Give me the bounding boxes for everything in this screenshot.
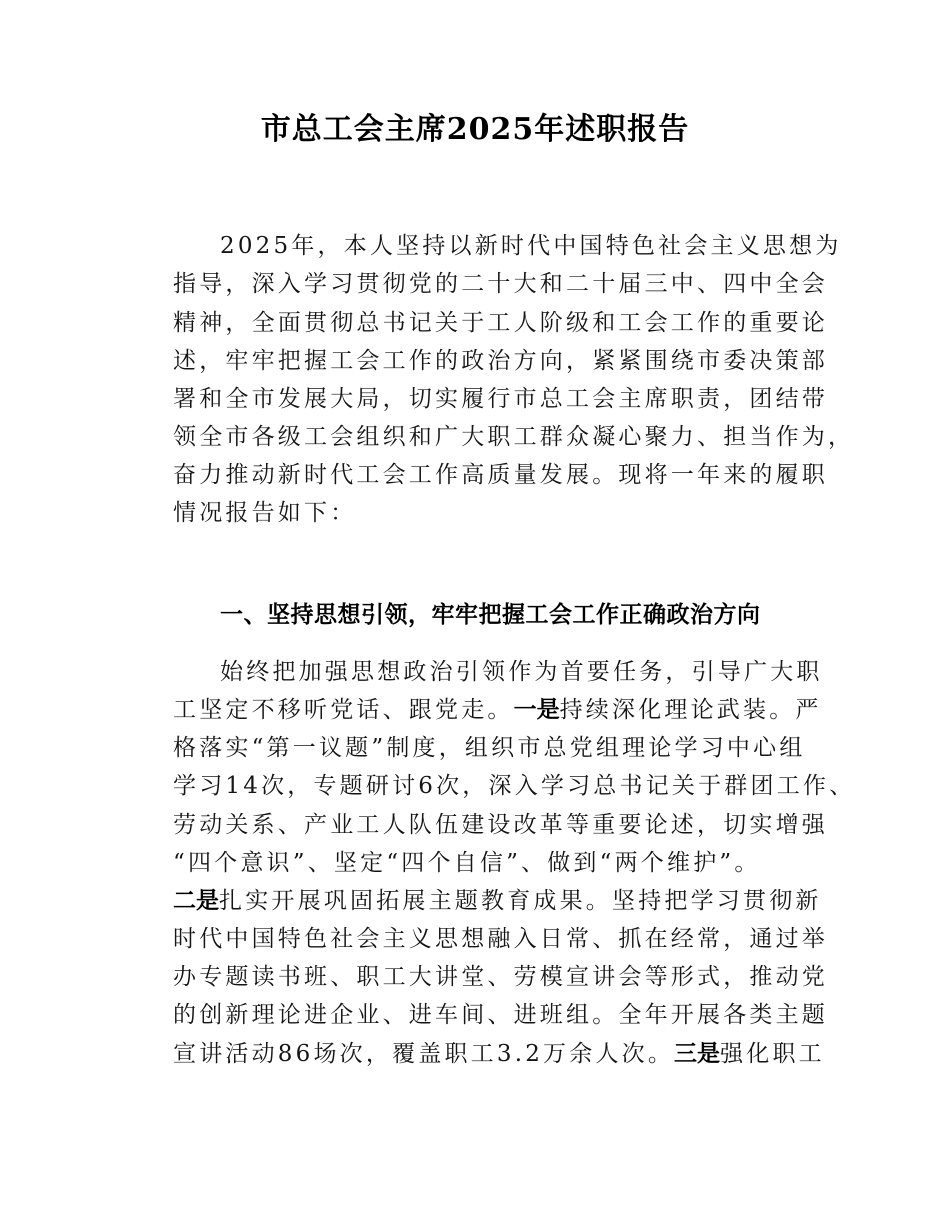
- line-text: 持续深化理论武装。严: [559, 697, 822, 723]
- line-text: 工坚定不移听党话、跟党走。: [173, 697, 514, 723]
- paragraph-line: [173, 920, 828, 958]
- paragraph-line: [173, 958, 828, 996]
- line-text: 劳动关系、产业工人队伍建设改革等重要论述，切实增强: [173, 812, 828, 838]
- line-text: 格落实“第一议题”制度，组织市总党组理论学习中心组: [173, 735, 806, 761]
- paragraph-line: [173, 882, 822, 920]
- paragraph-line: 述，牢牢把握工会工作的政治方向，紧紧围绕市委决策部: [173, 348, 828, 374]
- paragraph-line: [173, 729, 813, 767]
- line-text: 始终把加强思想政治引领作为首要任务，引导广大职: [220, 659, 823, 685]
- paragraph-line: 领全市各级工会组织和广大职工群众凝心聚力、担当作为，: [173, 424, 855, 450]
- section-heading: 一、坚持思想引领，牢牢把握工会工作正确政治方向: [220, 602, 761, 628]
- emphasis-text: 二是: [173, 888, 219, 914]
- line-text: 宣讲活动86场次，覆盖职工3.2万余人次。: [173, 1041, 675, 1067]
- paragraph-line: [173, 691, 822, 729]
- paragraph-line: [173, 996, 828, 1034]
- paragraph-line: 奋力推动新时代工会工作高质量发展。现将一年来的履职: [173, 462, 828, 488]
- paragraph-line: 2025年，本人坚持以新时代中国特色社会主义思想为: [220, 233, 842, 259]
- line-text: “四个意识”、坚定“四个自信”、做到“两个维护”。: [173, 850, 761, 876]
- line-text: 学习14次，专题研讨6次，深入学习总书记关于群团工作、: [173, 773, 856, 799]
- emphasis-text: 一是: [513, 697, 560, 723]
- paragraph-line: [173, 844, 813, 882]
- line-text: 的创新理论进企业、进车间、进班组。全年开展各类主题: [173, 1002, 828, 1028]
- paragraph-line: [173, 1035, 825, 1073]
- emphasis-text: 三是: [674, 1041, 721, 1067]
- paragraph-line: [173, 767, 856, 805]
- paragraph-line: 指导，深入学习贯彻党的二十大和二十届三中、四中全会: [173, 271, 828, 297]
- paragraph-line: 情况报告如下：: [173, 500, 357, 526]
- paragraph-line: 署和全市发展大局，切实履行市总工会主席职责，团结带: [173, 386, 828, 412]
- paragraph-line: [173, 806, 828, 844]
- document-title: 市总工会主席2025年述职报告: [260, 112, 690, 147]
- paragraph-line: 精神，全面贯彻总书记关于工人阶级和工会工作的重要论: [173, 310, 828, 336]
- line-text: 强化职工: [720, 1041, 825, 1067]
- paragraph-line: [220, 653, 860, 691]
- line-text: 时代中国特色社会主义思想融入日常、抓在经常，通过举: [173, 926, 828, 952]
- line-text: 办专题读书班、职工大讲堂、劳模宣讲会等形式，推动党: [173, 964, 828, 990]
- line-text: 扎实开展巩固拓展主题教育成果。坚持把学习贯彻新: [219, 888, 822, 914]
